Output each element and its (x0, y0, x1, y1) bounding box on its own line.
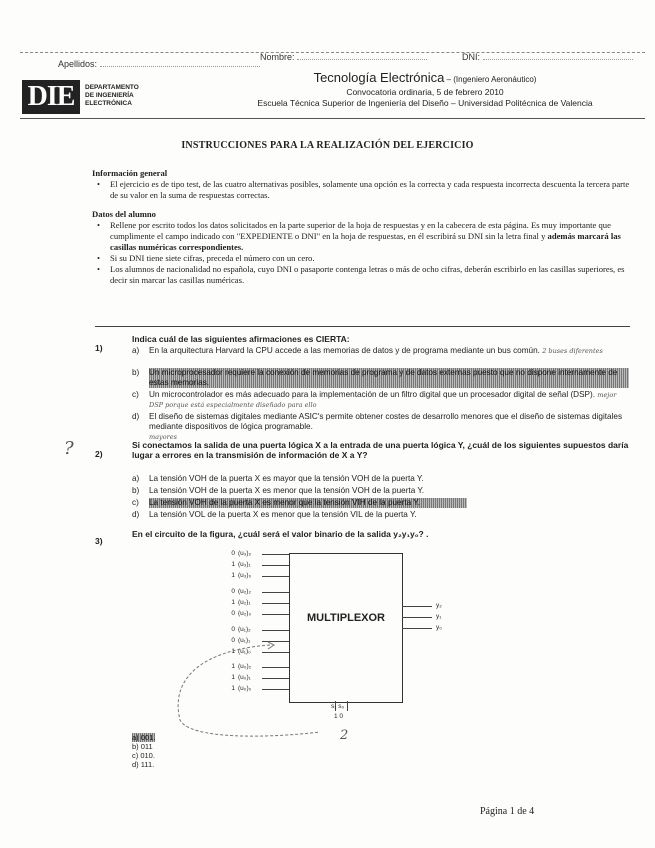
q1-d-note: mayores (149, 433, 177, 441)
general-item: • El ejercicio es de tipo test, de las cuatro alternativas posibles, solamente una opción es la correcta y cada respuesta incorrecta descuenta la tercera parte de su valor en la suma de respuestas correctas. (92, 179, 637, 201)
handwritten-2: 2 (340, 728, 349, 743)
mux-input-5: 0 (u₂)₀ (231, 610, 252, 617)
apellidos-label: Apellidos: (58, 59, 98, 69)
q1-option-b[interactable]: b) Un microprocesador requiere la conexión de memorias de programa y de datos externas puesto que no dispone internamente de estas memorias. (132, 368, 632, 388)
mux-input-3: 0 (u₂)₂ (231, 588, 251, 595)
alumno-item-3: • Los alumnos de nacionalidad no española, cuyo DNI o pasaporte contenga letras o más de ocho cifras, deberán escribirlo en las casillas superiores, es decir sin marcar las casillas numéricas. (92, 264, 637, 286)
nombre-field[interactable] (260, 52, 427, 62)
alumno-heading: Datos del alumno (92, 209, 156, 219)
q3-option-d[interactable]: d) 111. (132, 760, 155, 769)
q2-text: Si conectamos la salida de una puerta lógica X a la entrada de una puerta lógica Y, ¿cuál de los siguientes supuestos daría lugar a errores en la transmisión de información de X a Y? (132, 440, 629, 460)
multiplexer-label: MULTIPLEXOR (306, 612, 385, 624)
mux-input-6: 0 (u₁)₂ (231, 626, 251, 633)
mux-input-wire-6 (262, 630, 289, 631)
nombre-label: Nombre: (260, 52, 295, 62)
output-y1: y₁ (436, 613, 442, 620)
output-wire-y2 (402, 606, 432, 607)
q1-a-note: 2 buses diferentes (542, 347, 603, 355)
output-y0: y₀ (436, 624, 442, 631)
mux-input-2: 1 (u₃)₀ (231, 572, 252, 579)
q1-option-d[interactable]: d) El diseño de sistemas digitales mediante ASIC's permite obtener costes de desarrollo menores que el diseño de sistemas digitales mediante dispositivos de lógica programable. mayores (132, 412, 623, 441)
q2-margin-mark: ? (64, 438, 74, 459)
mux-input-4: 1 (u₂)₁ (231, 599, 251, 606)
output-y2: y₂ (436, 602, 442, 609)
apellidos-field[interactable] (58, 59, 260, 69)
mux-input-8: 1 (u₁)₀ (231, 648, 251, 655)
instructions-title: INSTRUCCIONES PARA LA REALIZACIÓN DEL EJERCICIO (181, 140, 474, 151)
q3-option-b[interactable]: b) 011 (132, 742, 153, 751)
q2-option-a[interactable]: a) La tensión VOH de la puerta X es mayor que la tensión VOH de la puerta Y. (132, 474, 424, 483)
q1-c-note: mejor DSP porque está especialmente diseñado para ello (149, 391, 617, 409)
mux-input-10: 1 (u₀)₁ (231, 674, 251, 681)
mux-input-wire-5 (262, 614, 289, 615)
dni-field[interactable] (462, 52, 633, 62)
alumno-item-1: • Rellene por escrito todos los datos solicitados en la parte superior de la hoja de respuestas y en la cabecera de esta página. Es muy importante que cumplimente el campo indicado con "EXPEDIENTE o DNI" en la hoja de respuestas, en él escribirá su DNI sin la letra final y además marcará las casillas numéricas correspondientes. (92, 220, 637, 253)
q2-number: 2) (95, 449, 103, 459)
logo-department-name: DEPARTAMENTO DE INGENIERÍA ELECTRÓNICA (85, 84, 139, 107)
mux-input-0: 0 (u₃)₂ (231, 550, 252, 557)
q3-option-c[interactable]: c) 010. (132, 751, 155, 760)
logo-die: DIE (22, 80, 80, 114)
q3-number: 3) (95, 536, 103, 546)
dni-label: DNI: (462, 52, 480, 62)
mux-input-wire-2 (262, 576, 289, 577)
output-wire-y1 (402, 617, 432, 618)
mux-input-wire-1 (262, 565, 289, 566)
mux-input-wire-0 (262, 554, 289, 555)
q2-option-b[interactable]: b) La tensión VOH de la puerta X es menor que la tensión VOH de la puerta Y. (132, 486, 425, 495)
q1-option-c[interactable]: c) Un microcontrolador es más adecuado para la implementación de un filtro digital que un procesador digital de señal (DSP). mejor DSP porque está especialmente diseñado para ello (132, 390, 617, 409)
q2-option-d[interactable]: d) La tensión VOL de la puerta X es menor que la tensión VIL de la puerta Y. (132, 510, 417, 519)
course-subtitle: – (Ingeniero Aeronáutico) (444, 75, 537, 84)
select-values: 1 0 (334, 713, 344, 720)
mux-input-wire-3 (262, 592, 289, 593)
course-info (210, 70, 640, 108)
alumno-item-2: • Si su DNI tiene siete cifras, preceda el número con un cero. (92, 253, 637, 264)
q3-answers (132, 733, 155, 769)
mux-input-9: 1 (u₀)₂ (231, 663, 252, 670)
q1-option-a[interactable]: a) En la arquitectura Harvard la CPU accede a las memorias de datos y de programa mediante un bus común. 2 buses diferentes (132, 346, 603, 355)
mux-input-1: 1 (u₃)₁ (231, 561, 251, 568)
q1-text: Indica cuál de las siguientes afirmaciones es CIERTA: (132, 334, 350, 344)
mux-input-wire-4 (262, 603, 289, 604)
section-rule (95, 326, 630, 327)
q3-option-a[interactable]: a) 001. (132, 733, 156, 742)
general-heading: Información general (92, 168, 168, 178)
select-labels: s₁ s₀ (331, 703, 345, 710)
page-number: Página 1 de 4 (480, 806, 535, 817)
mux-input-11: 1 (u₀)₀ (231, 685, 252, 692)
department-logo (22, 80, 172, 114)
header-rule (20, 118, 645, 119)
q1-number: 1) (95, 343, 103, 353)
output-wire-y0 (402, 628, 432, 629)
mux-input-7: 0 (u₁)₁ (231, 637, 251, 644)
handwritten-arrow (150, 640, 350, 750)
course-title: Tecnología Electrónica (313, 70, 445, 85)
instructions-body (92, 168, 637, 286)
convocatoria: Convocatoria ordinaria, 5 de febrero 2010 (346, 87, 504, 97)
q2-option-c[interactable]: c) La tensión VOH de la puerta X es menor que la tensión VIH de la puerta Y. (132, 498, 632, 508)
q3-text: En el circuito de la figura, ¿cuál será el valor binario de la salida y₂y₁y₀? . (132, 529, 429, 539)
escuela: Escuela Técnica Superior de Ingeniería del Diseño – Universidad Politécnica de Valencia (257, 98, 593, 108)
